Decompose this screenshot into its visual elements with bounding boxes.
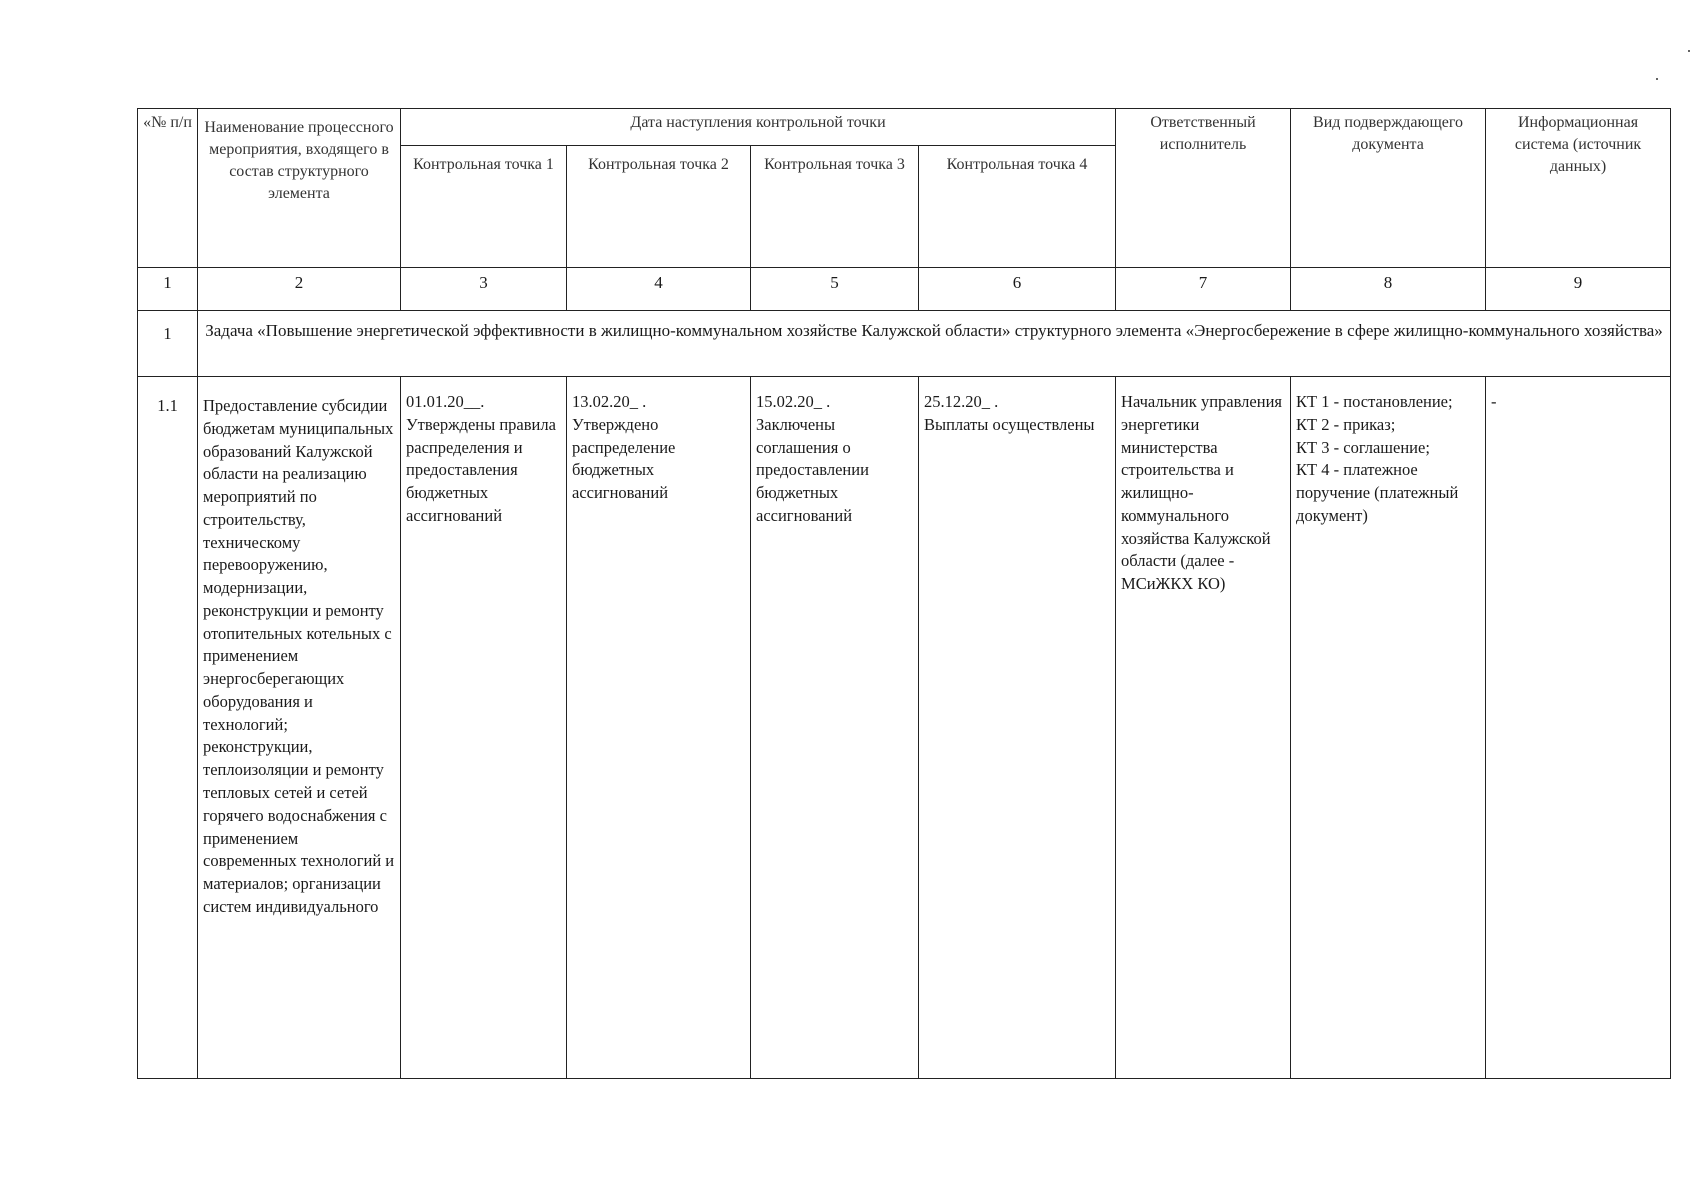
task-num: 1 <box>138 311 198 377</box>
header-doc-type: Вид подверждающего документа <box>1291 109 1486 268</box>
kt3-date: 15.02.20_ . <box>756 392 831 411</box>
doc-line: КТ 2 - приказ; <box>1296 414 1396 434</box>
col-num-5: 5 <box>751 268 919 311</box>
header-responsible: Ответственный исполнитель <box>1116 109 1291 268</box>
header-num: «№ п/п <box>138 109 198 268</box>
scan-speck <box>1688 50 1690 52</box>
header-kt1: Контрольная точка 1 <box>401 146 567 268</box>
col-num-4: 4 <box>567 268 751 311</box>
info-system-cell: - <box>1486 377 1671 1079</box>
header-kt3: Контрольная точка 3 <box>751 146 919 268</box>
header-event-name: Наименование процессного мероприятия, входящего в состав структурного элемента <box>198 109 401 268</box>
kt2-date: 13.02.20_ . <box>572 392 647 411</box>
kt1-text: Утверждены правила распределения и предоставления бюджетных ассигнований <box>406 414 556 525</box>
kt1-cell <box>401 377 567 1079</box>
table-row <box>138 377 1671 1079</box>
kt4-cell <box>919 377 1116 1079</box>
event-name: Предоставление субсидии бюджетам муниципальных образований Калужской области на реализацию мероприятий по строительству, техническому перевооружению, модернизации, реконструкции и ремонту отопительных котельных с применением энергосберегающих оборудования и технологий; реконструкции, теплоизоляции и ремонту тепловых сетей и сетей горячего водоснабжения с применением современных технологий и материалов; организации систем индивидуального <box>198 377 401 1079</box>
header-kt2: Контрольная точка 2 <box>567 146 751 268</box>
doc-type-cell <box>1291 377 1486 1079</box>
doc-line: КТ 3 - соглашение; <box>1296 437 1430 457</box>
doc-line: КТ 1 - постановление; <box>1296 392 1453 411</box>
kt2-text: Утверждено распределение бюджетных ассигнований <box>572 414 676 503</box>
col-num-9: 9 <box>1486 268 1671 311</box>
col-num-1: 1 <box>138 268 198 311</box>
column-number-row <box>138 268 1671 311</box>
header-row <box>138 109 1671 146</box>
col-num-7: 7 <box>1116 268 1291 311</box>
kt2-cell <box>567 377 751 1079</box>
doc-line: КТ 4 - платежное поручение (платежный документ) <box>1296 460 1459 525</box>
kt4-text: Выплаты осуществлены <box>924 414 1095 434</box>
kt4-date: 25.12.20_ . <box>924 392 999 411</box>
header-date-group: Дата наступления контрольной точки <box>401 109 1116 146</box>
header-info-system: Информационная система (источник данных) <box>1486 109 1671 268</box>
header-kt4: Контрольная точка 4 <box>919 146 1116 268</box>
scan-speck <box>1656 78 1658 80</box>
responsible-cell: Начальник управления энергетики министерства строительства и жилищно-коммунального хозяйства Калужской области (далее - МСиЖКХ КО) <box>1116 377 1291 1079</box>
task-row <box>138 311 1671 377</box>
kt3-cell <box>751 377 919 1079</box>
control-points-table <box>137 108 1671 1079</box>
kt3-text: Заключены соглашения о предоставлении бюджетных ассигнований <box>756 414 869 525</box>
col-num-8: 8 <box>1291 268 1486 311</box>
col-num-6: 6 <box>919 268 1116 311</box>
row-num: 1.1 <box>138 377 198 1079</box>
task-title: Задача «Повышение энергетической эффективности в жилищно-коммунальном хозяйстве Калужской области» структурного элемента «Энергосбережение в сфере жилищно-коммунального хозяйства» <box>198 311 1671 377</box>
col-num-2: 2 <box>198 268 401 311</box>
kt1-date: 01.01.20__. <box>406 392 485 411</box>
col-num-3: 3 <box>401 268 567 311</box>
